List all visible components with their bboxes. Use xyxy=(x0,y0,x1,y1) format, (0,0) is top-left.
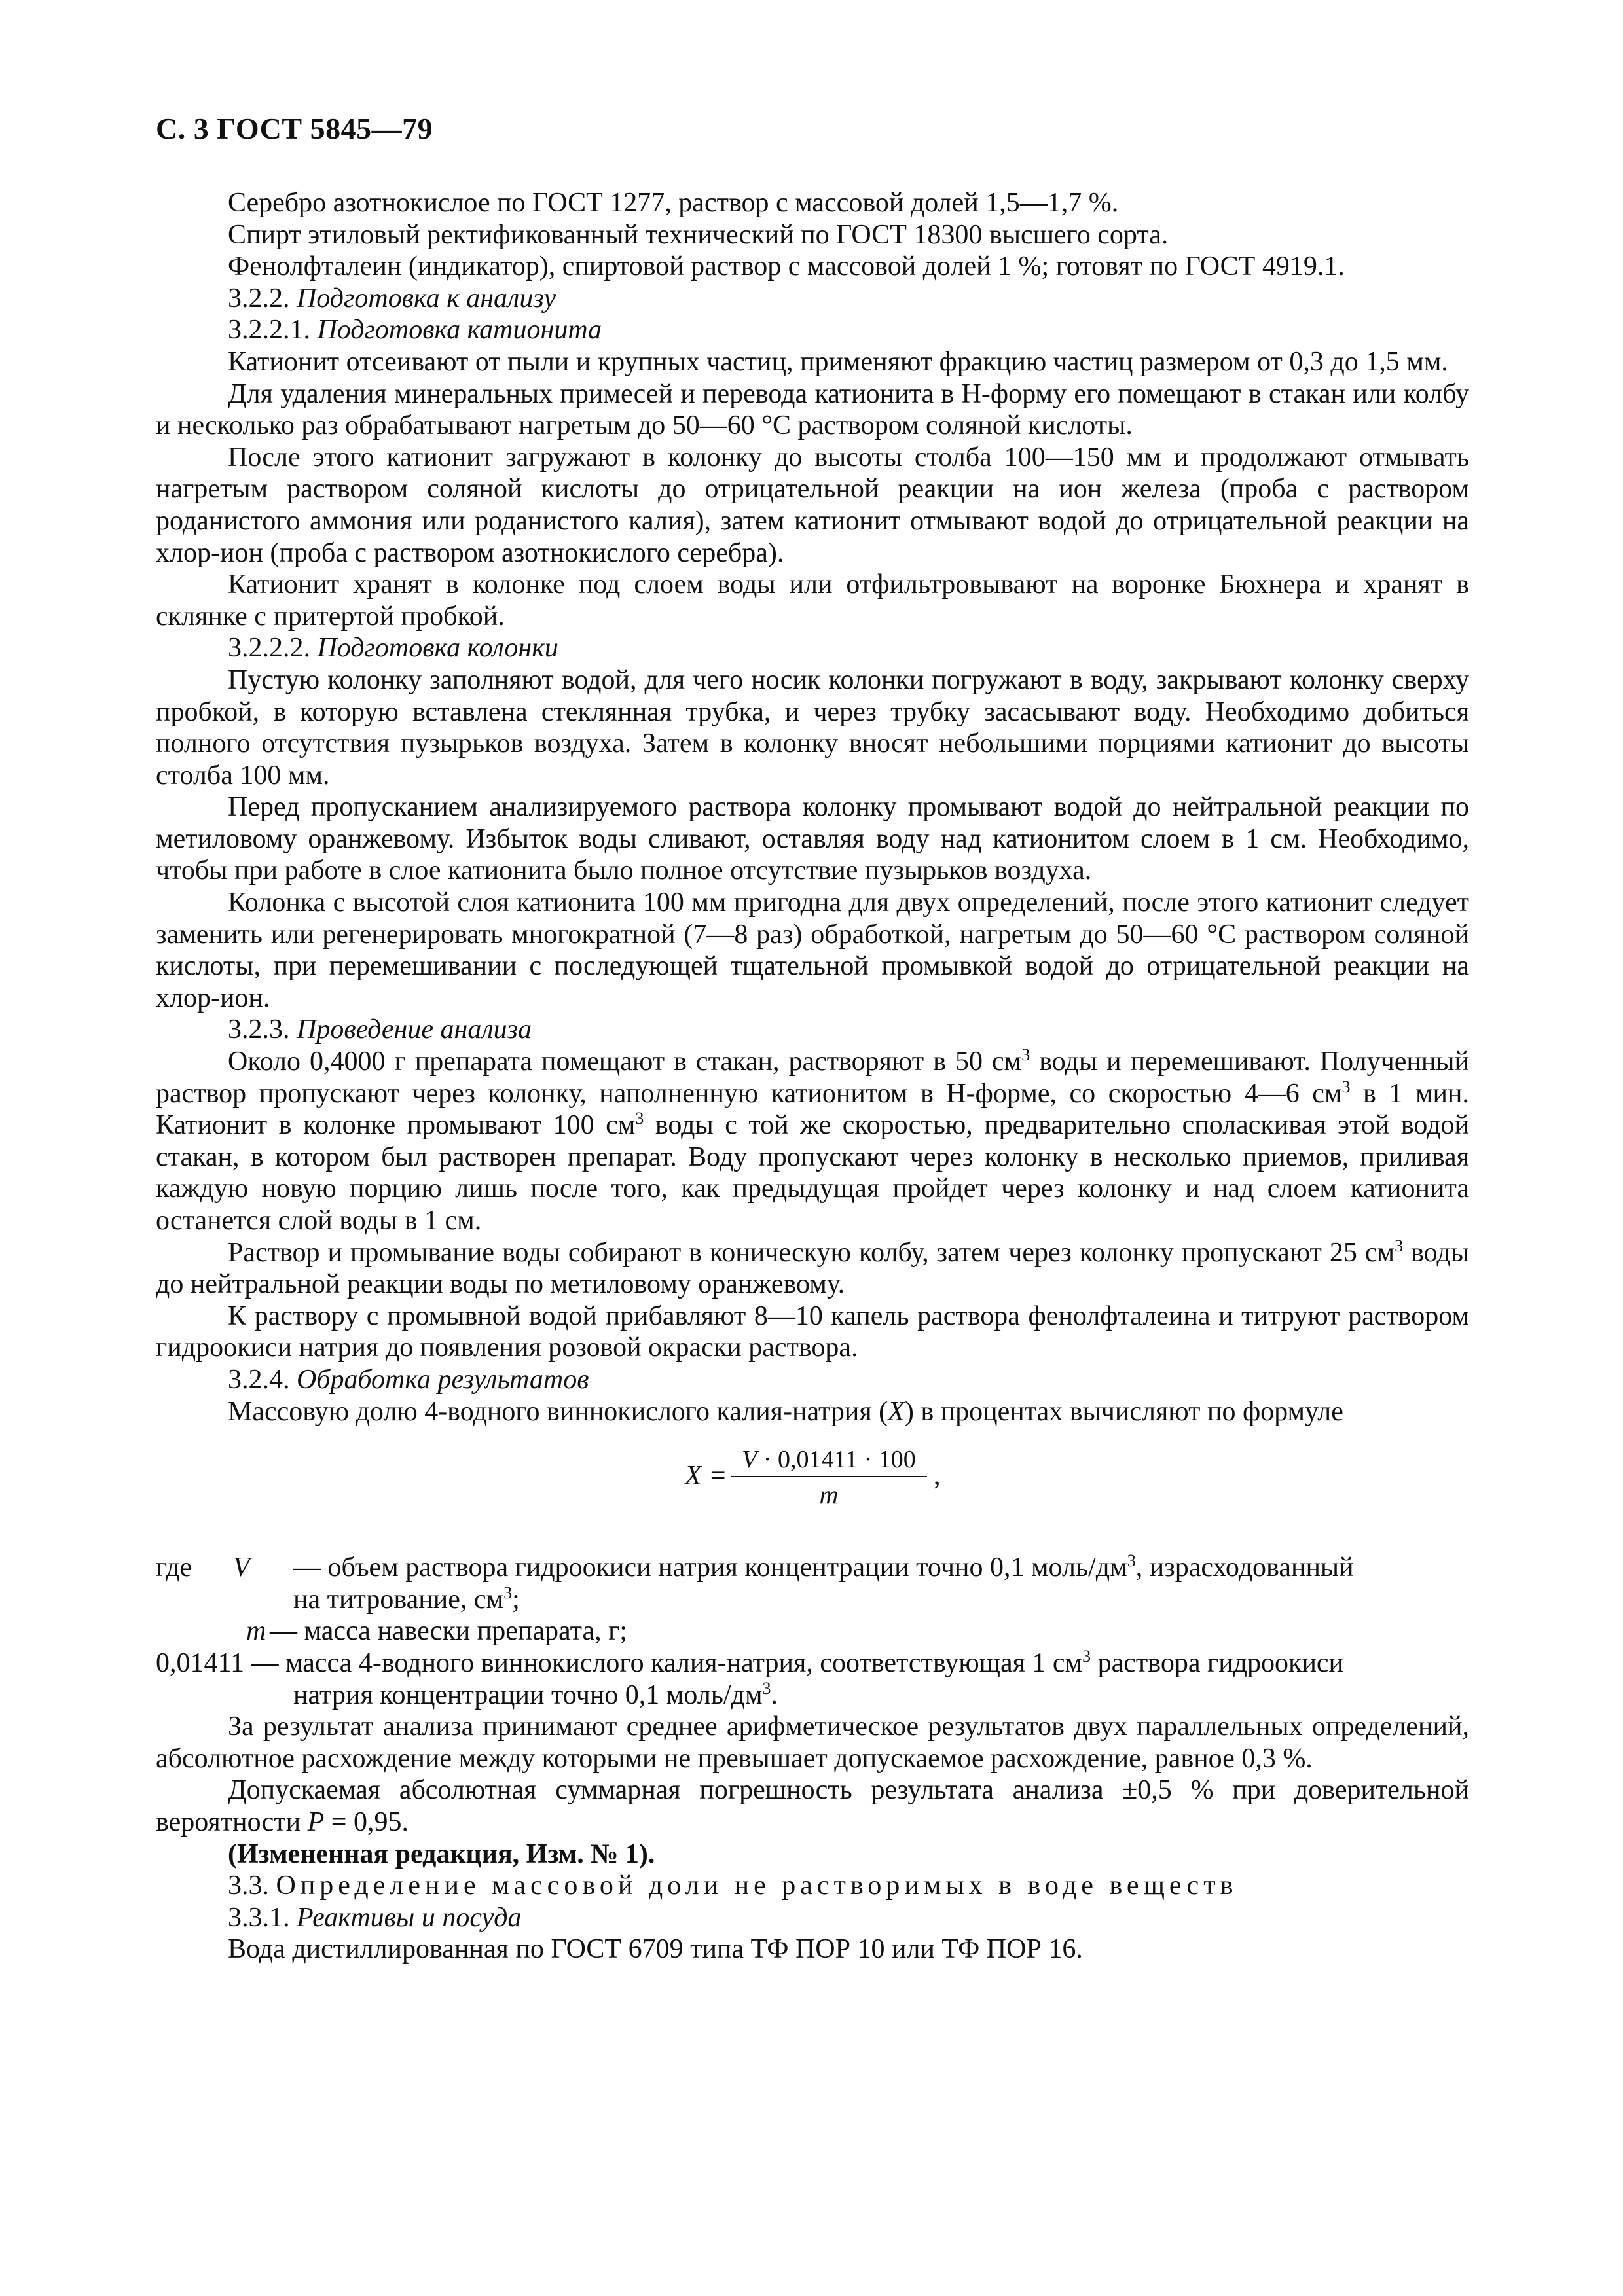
paragraph: Серебро азотнокислое по ГОСТ 1277, раствор с массовой долей 1,5—1,7 %. xyxy=(228,188,1119,218)
section-title: Подготовка колонки xyxy=(317,633,558,664)
amendment-note: (Измененная редакция, Изм. № 1). xyxy=(228,1839,655,1869)
superscript: 3 xyxy=(1082,1646,1091,1666)
formula-denominator: m xyxy=(819,1480,839,1510)
section-title: Подготовка катионита xyxy=(317,315,602,346)
superscript: 3 xyxy=(1341,1077,1351,1096)
variable: X xyxy=(888,1396,905,1427)
formula-numerator: V · 0,01411 · 100 xyxy=(731,1443,927,1477)
legend-text: . xyxy=(771,1679,778,1710)
section-number: 3.3. xyxy=(228,1871,269,1901)
text-run: ) в процентах вычисляют по формуле xyxy=(904,1396,1343,1427)
legend-text: — масса навески препарата, г; xyxy=(270,1616,627,1647)
paragraph: Катионит отсеивают от пыли и крупных частиц, применяют фракцию частиц размером от 0,3 до 1,5 мм. xyxy=(228,346,1448,377)
paragraph xyxy=(156,1046,1469,1237)
section-heading-3-2-3 xyxy=(156,1014,1469,1046)
formula-legend xyxy=(156,1552,1469,1711)
section-title: Проведение анализа xyxy=(297,1014,532,1045)
text-run: = 0,95. xyxy=(324,1806,409,1837)
legend-where: где xyxy=(156,1552,192,1583)
section-number: 3.2.4. xyxy=(228,1364,290,1395)
section-heading-3-2-2-1 xyxy=(156,314,1469,346)
paragraph xyxy=(156,1774,1469,1838)
text-run: воды с той же скоростью, предварительно споласкивая этой водой стакан, в котором был растворен препарат. Воду пропускают через колонку в несколько приемов, приливая каждую новую порцию лишь после того, как предыдущая пройдет через колонку и над слоем катионита останется слой воды в 1 см. xyxy=(156,1110,1469,1236)
paragraph: К раствору с промывной водой прибавляют 8—10 капель раствора фенолфталеина и титруют раствором гидроокиси натрия до появления розовой окраски раствора. xyxy=(156,1300,1469,1363)
section-heading-3-2-2-2 xyxy=(156,632,1469,664)
text-run: воды и перемешивают. Полученный раствор пропускают через колонку, наполненную катионитом в Н-форме, со скоростью 4—6 см xyxy=(156,1047,1469,1109)
section-number: 3.2.2.1. xyxy=(228,315,310,346)
legend-text: натрия концентрации точно 0,1 моль/дм xyxy=(293,1679,763,1710)
superscript: 3 xyxy=(1395,1236,1404,1255)
paragraph: Катионит хранят в колонке под слоем воды или отфильтровывают на воронке Бюхнера и хранят в склянке с притертой пробкой. xyxy=(156,569,1469,632)
section-number: 3.2.3. xyxy=(228,1014,290,1045)
text-run: Допускаемая абсолютная суммарная погрешность результата анализа ±0,5 % при доверительной вероятности xyxy=(156,1775,1469,1837)
legend-symbol: m xyxy=(246,1616,266,1647)
legend-row-v xyxy=(156,1552,1469,1584)
paragraph: Колонка с высотой слоя катионита 100 мм пригодна для двух определений, после этого катионит следует заменить или регенерировать многократной (7—8 раз) обработкой, нагретым до 50—60 °С раствором соляной кислоты, при перемешивании с последующей тщательной промывкой водой до отрицательной реакции на хлор-ион. xyxy=(156,888,1469,1013)
formula-fraction xyxy=(731,1443,927,1513)
legend-row-constant-cont xyxy=(156,1679,1469,1712)
legend-text: , израсходованный xyxy=(1135,1552,1354,1583)
section-heading-3-2-4 xyxy=(156,1364,1469,1396)
superscript: 3 xyxy=(635,1109,644,1128)
text-run: воды до нейтральной реакции воды по метиловому оранжевому. xyxy=(156,1237,1470,1300)
section-heading-3-3-1 xyxy=(156,1902,1469,1934)
superscript: 3 xyxy=(762,1678,771,1698)
section-number: 3.3.1. xyxy=(228,1902,290,1933)
text-run: Раствор и промывание воды собирают в коническую колбу, затем через колонку пропускают 25 см xyxy=(228,1237,1395,1268)
paragraph: После этого катионит загружают в колонку до высоты столба 100—150 мм и продолжают отмывать нагретым раствором соляной кислоты до отрицательной реакции на ион железа (проба с раствором роданистого аммония или роданистого калия), затем катионит отмывают водой до отрицательной реакции на хлор-ион (проба с раствором азотнокислого серебра). xyxy=(156,442,1469,568)
formula xyxy=(156,1443,1469,1526)
legend-row-constant xyxy=(156,1647,1469,1679)
page-header: С. 3 ГОСТ 5845—79 xyxy=(156,112,433,145)
legend-row-m xyxy=(156,1615,1469,1647)
legend-text: — объем раствора гидроокиси натрия концентрации точно 0,1 моль/дм xyxy=(293,1552,1127,1583)
text-run: Около 0,4000 г препарата помещают в стакан, растворяют в 50 см xyxy=(228,1047,1022,1077)
paragraph: Для удаления минеральных примесей и перевода катионита в Н-форму его помещают в стакан или колбу и несколько раз обрабатывают нагретым до 50—60 °С раствором соляной кислоты. xyxy=(156,378,1469,441)
variable: P xyxy=(307,1806,325,1837)
section-number: 3.2.2.2. xyxy=(228,633,310,664)
formula-comma: , xyxy=(934,1461,941,1492)
section-number: 3.2.2. xyxy=(228,283,290,314)
section-heading-3-2-2 xyxy=(156,283,1469,315)
text-run: в 1 мин. Катионит в колонке промывают 100 см xyxy=(156,1078,1469,1141)
paragraph: Вода дистиллированная по ГОСТ 6709 типа ТФ ПОР 10 или ТФ ПОР 16. xyxy=(228,1934,1083,1965)
paragraph: Пустую колонку заполняют водой, для чего носик колонки погружают в воду, закрывают колонку сверху пробкой, в которую вставлена стеклянная трубка, и через трубку засасывают воду. Необходимо добиться полного отсутствия пузырьков воздуха. Затем в колонку вносят небольшими порциями катионит до высоты столба 100 мм. xyxy=(156,664,1469,791)
paragraph xyxy=(156,1396,1469,1428)
formula-lhs: X = xyxy=(685,1461,727,1492)
paragraph: Спирт этиловый ректификованный технический по ГОСТ 18300 высшего сорта. xyxy=(228,219,1169,250)
paragraph: Фенолфталеин (индикатор), спиртовой раствор с массовой долей 1 %; готовят по ГОСТ 4919.1. xyxy=(228,251,1345,282)
legend-row-v-cont xyxy=(156,1584,1469,1616)
paragraph: Перед пропусканием анализируемого раствора колонку промывают водой до нейтральной реакции по метиловому оранжевому. Избыток воды сливают, оставляя воду над катионитом слоем в 1 см. Необходимо, чтобы при работе в слое катионита было полное отсутствие пузырьков воздуха. xyxy=(156,792,1469,886)
section-title: Реактивы и посуда xyxy=(297,1902,522,1933)
legend-text: на титрование, см xyxy=(293,1584,504,1615)
page-body xyxy=(156,187,1469,1965)
superscript: 3 xyxy=(503,1583,513,1602)
section-heading-3-3 xyxy=(156,1870,1469,1902)
paragraph xyxy=(156,1237,1469,1300)
section-title: Обработка результатов xyxy=(297,1364,589,1395)
superscript: 3 xyxy=(1021,1045,1030,1065)
section-title: Подготовка к анализу xyxy=(297,283,556,314)
legend-symbol: 0,01411 xyxy=(156,1647,244,1678)
legend-text: ; xyxy=(512,1584,520,1615)
legend-text: — масса 4-водного виннокислого калия-натрия, соответствующая 1 см xyxy=(244,1647,1083,1678)
superscript: 3 xyxy=(1127,1551,1136,1571)
paragraph: За результат анализа принимают среднее арифметическое результатов двух параллельных определений, абсолютное расхождение между которыми не превышает допускаемое расхождение, равное 0,3 %. xyxy=(156,1712,1469,1774)
section-title: Определение массовой доли не растворимых в воде веществ xyxy=(276,1871,1238,1901)
legend-symbol: V xyxy=(233,1552,250,1583)
legend-text: раствора гидроокиси xyxy=(1091,1647,1344,1678)
text-run: Массовую долю 4-водного виннокислого калия-натрия ( xyxy=(228,1396,888,1427)
